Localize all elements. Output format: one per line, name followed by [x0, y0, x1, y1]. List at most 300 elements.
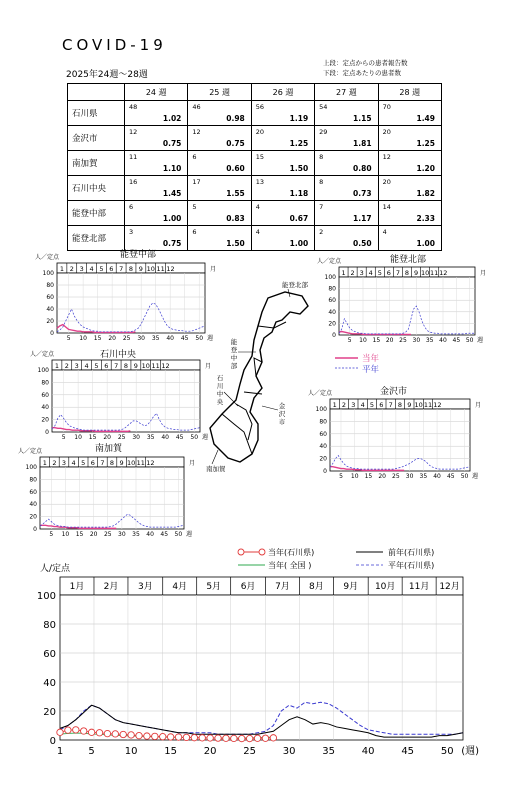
report-count: 17 — [192, 178, 201, 186]
per-sentinel-rate: 1.18 — [289, 189, 309, 198]
region-chart-minami_kaga — [18, 442, 195, 538]
x-tick-label: 30 — [405, 473, 414, 480]
plot-frame — [330, 409, 470, 471]
y-unit-label: 人／定点 — [317, 258, 342, 265]
x-tick-label: 30 — [412, 337, 421, 344]
month-label: 4 — [360, 401, 365, 409]
month-label: 8 — [404, 269, 410, 277]
current-year-point — [57, 729, 63, 735]
month-label: 6 — [90, 459, 95, 467]
plot-frame — [60, 595, 463, 740]
month-label: 8 — [128, 265, 134, 273]
month-label: 6月 — [240, 582, 256, 592]
per-sentinel-rate: 1.19 — [289, 114, 309, 123]
month-unit-label: 月 — [475, 402, 482, 409]
month-label: 3月 — [137, 582, 153, 592]
current-year-point — [191, 734, 197, 740]
per-sentinel-rate: 1.45 — [162, 189, 182, 198]
report-count: 20 — [382, 178, 391, 186]
region-chart-title: 石川中央 — [100, 350, 137, 360]
x-tick-label: 40 — [161, 434, 169, 441]
report-count: 54 — [319, 103, 328, 111]
x-unit-label: 週 — [472, 473, 479, 480]
map-label-noto-hokubu: 能登北部 — [282, 281, 308, 289]
x-tick-label: 35 — [425, 337, 434, 344]
x-tick-label: 25 — [243, 746, 257, 757]
x-tick-label: 5 — [66, 335, 71, 342]
month-label: 5 — [99, 265, 104, 273]
x-tick-label: 45 — [446, 473, 455, 480]
y-unit-label: 人／定点 — [30, 351, 55, 358]
month-label: 7 — [119, 265, 124, 273]
per-sentinel-rate: 1.15 — [353, 114, 372, 123]
report-count: 56 — [255, 103, 265, 111]
per-sentinel-rate: 1.50 — [289, 164, 309, 173]
report-count: 5 — [192, 203, 197, 211]
y-tick-label: 80 — [41, 379, 49, 387]
month-label: 11 — [430, 269, 439, 277]
x-tick-label: 50 — [440, 746, 454, 757]
current-year-point — [175, 734, 181, 740]
x-tick-label: 25 — [399, 337, 407, 344]
per-sentinel-rate: 1.81 — [353, 139, 372, 148]
y-tick-label: 60 — [46, 294, 54, 301]
month-label: 12 — [433, 401, 442, 409]
map-label-noto-chubu: 登 — [230, 346, 238, 354]
x-tick-label: 40 — [166, 335, 174, 342]
report-count: 6 — [192, 153, 197, 161]
y-unit-label: 人／定点 — [308, 390, 333, 397]
y-tick-label: 100 — [324, 274, 336, 281]
week-header: 25 週 — [188, 84, 251, 101]
month-label: 11 — [136, 459, 145, 467]
y-tick-label: 40 — [328, 308, 336, 316]
month-label: 9 — [413, 269, 419, 277]
month-label: 1 — [54, 362, 60, 370]
x-tick-label: 15 — [364, 473, 373, 480]
month-label: 2 — [341, 401, 347, 409]
x-tick-label: 35 — [151, 335, 160, 342]
month-label: 3 — [351, 401, 356, 409]
month-label: 1 — [42, 459, 47, 467]
month-unit-label: 月 — [205, 363, 212, 370]
region-name: 能登北部 — [68, 226, 125, 251]
current-year-point — [96, 730, 102, 736]
x-tick-label: 20 — [378, 473, 386, 480]
month-label: 11 — [156, 265, 165, 273]
x-tick-label: 10 — [79, 335, 87, 342]
legend-marker — [238, 549, 244, 555]
month-label: 4 — [71, 459, 76, 467]
map-label-kanazawa: 沢 — [278, 410, 286, 418]
x-tick-label: 35 — [322, 746, 336, 757]
current-year-point — [81, 728, 87, 734]
x-tick-label: 20 — [385, 337, 394, 344]
month-label: 2 — [350, 269, 355, 277]
current-year-point — [144, 733, 150, 739]
month-unit-label: 月 — [210, 266, 217, 273]
leader-line — [262, 406, 278, 410]
month-label: 10 — [420, 269, 430, 277]
month-label: 11 — [151, 362, 160, 370]
legend-prev-label: 前年(石川県) — [388, 548, 435, 557]
x-tick-label: 40 — [433, 473, 441, 480]
month-label: 2 — [64, 362, 69, 370]
x-tick-label: 20 — [108, 335, 116, 342]
current-year-point — [152, 733, 158, 739]
map-label-noto-chubu: 部 — [230, 362, 238, 370]
x-tick-label: 45 — [160, 531, 169, 538]
month-label: 11 — [423, 401, 433, 409]
month-label: 1月 — [69, 582, 85, 592]
month-label: 2 — [52, 459, 57, 467]
week-header: 27 週 — [315, 84, 378, 101]
y-tick-label: 80 — [29, 476, 37, 484]
report-count: 8 — [319, 178, 324, 186]
x-tick-label: 30 — [132, 434, 140, 441]
per-sentinel-rate: 1.02 — [162, 114, 182, 123]
month-label: 7 — [114, 362, 119, 370]
region-chart-title: 能登北部 — [390, 255, 427, 265]
report-count: 29 — [319, 128, 328, 136]
y-tick-label: 20 — [328, 320, 336, 328]
month-label: 10 — [127, 459, 136, 467]
per-sentinel-rate: 0.98 — [226, 114, 245, 123]
month-label: 12 — [166, 265, 175, 273]
per-sentinel-rate: 1.25 — [416, 139, 435, 148]
legend-current-label: 当年 — [362, 354, 380, 364]
x-tick-label: 50 — [190, 434, 199, 441]
week-header: 24 週 — [125, 84, 188, 101]
month-label: 4 — [84, 362, 89, 370]
x-tick-label: 50 — [174, 531, 183, 538]
month-label: 5月 — [206, 582, 222, 592]
region-name: 石川中央 — [68, 176, 125, 201]
month-label: 5 — [81, 459, 86, 467]
region-chart-title: 金沢市 — [380, 387, 408, 397]
month-label: 6 — [104, 362, 109, 370]
prefecture-outline — [210, 292, 308, 462]
y-tick-label: 60 — [319, 430, 327, 438]
month-label: 10 — [141, 362, 150, 370]
x-tick-label: 25 — [392, 473, 400, 480]
x-tick-label: 35 — [132, 531, 140, 538]
map-label-noto-chubu: 中 — [230, 354, 238, 362]
note-line1: 上段：定点からの患者報告数 — [323, 59, 408, 67]
per-sentinel-rate: 1.50 — [226, 239, 245, 248]
y-unit-label: 人／定点 — [18, 448, 43, 455]
per-sentinel-rate: 1.49 — [416, 114, 435, 123]
x-unit-label: 週 — [477, 337, 484, 344]
month-label: 4 — [368, 269, 373, 277]
plot-frame — [52, 370, 200, 432]
x-tick-label: 5 — [347, 337, 352, 344]
current-year-point — [128, 732, 134, 738]
current-year-point — [246, 735, 252, 741]
month-label: 5 — [94, 362, 99, 370]
map-label-ishikawa-chuo: 央 — [216, 398, 224, 406]
main-chart — [37, 547, 479, 757]
report-count: 11 — [129, 153, 138, 161]
y-tick-label: 0 — [45, 429, 49, 436]
x-tick-label: 5 — [88, 746, 95, 757]
map-label-noto-chubu: 能 — [230, 338, 238, 346]
y-tick-label: 20 — [46, 318, 54, 325]
y-tick-label: 100 — [42, 270, 54, 277]
x-unit-label: (週) — [461, 746, 480, 757]
x-tick-label: 15 — [164, 746, 177, 757]
current-year-point — [223, 735, 229, 741]
y-tick-label: 0 — [323, 468, 327, 475]
current-year-point — [73, 727, 79, 733]
x-tick-label: 35 — [146, 434, 155, 441]
plot-frame — [57, 273, 205, 333]
map-label-minami-kaga: 南加賀 — [206, 465, 226, 473]
month-label: 5 — [369, 401, 375, 409]
current-year-point — [112, 731, 118, 737]
per-sentinel-rate: 1.00 — [416, 239, 435, 248]
month-label: 3 — [74, 362, 79, 370]
month-label: 9 — [407, 401, 412, 409]
month-label: 12月 — [439, 582, 460, 592]
x-tick-label: 5 — [339, 473, 343, 480]
per-sentinel-rate: 1.55 — [226, 189, 245, 198]
month-unit-label: 月 — [480, 270, 487, 277]
x-tick-label: 30 — [282, 746, 296, 757]
current-year-point — [167, 734, 173, 740]
x-unit-label: 週 — [186, 531, 193, 538]
x-tick-label: 25 — [122, 335, 131, 342]
x-tick-label: 10 — [350, 473, 359, 480]
week-header: 26 週 — [251, 84, 314, 101]
y-tick-label: 60 — [41, 391, 49, 399]
x-tick-label: 10 — [359, 337, 367, 344]
per-sentinel-rate: 0.60 — [226, 164, 245, 173]
x-tick-label: 5 — [61, 434, 66, 441]
month-unit-label: 月 — [189, 460, 196, 467]
month-label: 12 — [146, 459, 155, 467]
per-sentinel-rate: 0.73 — [353, 189, 372, 198]
per-sentinel-rate: 0.75 — [226, 139, 245, 148]
y-tick-label: 20 — [43, 707, 56, 718]
per-sentinel-rate: 0.75 — [162, 139, 182, 148]
y-tick-label: 80 — [46, 282, 54, 289]
per-sentinel-rate: 1.10 — [162, 164, 182, 173]
month-label: 9月 — [343, 582, 359, 592]
month-label: 3 — [61, 459, 67, 467]
y-tick-label: 100 — [37, 367, 49, 374]
y-tick-label: 0 — [50, 330, 54, 337]
month-label: 6 — [109, 265, 114, 273]
x-tick-label: 10 — [61, 531, 70, 538]
report-count: 4 — [255, 228, 260, 236]
month-label: 10 — [146, 265, 155, 273]
per-sentinel-rate: 1.00 — [289, 239, 309, 248]
y-tick-label: 40 — [46, 306, 54, 313]
x-tick-label: 40 — [361, 746, 375, 757]
per-sentinel-rate: 0.83 — [226, 214, 245, 223]
current-year-point — [199, 735, 205, 741]
report-count: 4 — [382, 228, 387, 236]
month-label: 6 — [379, 401, 384, 409]
per-sentinel-rate: 1.20 — [416, 164, 435, 173]
region-name: 金沢市 — [68, 126, 125, 151]
y-tick-label: 0 — [332, 332, 336, 339]
x-tick-label: 45 — [175, 434, 184, 441]
legend-main-normal-label: 平年(石川県) — [388, 561, 435, 570]
month-label: 9 — [138, 265, 143, 273]
map-label-kanazawa: 市 — [278, 418, 286, 426]
x-tick-label: 5 — [49, 531, 54, 538]
region-name: 石川県 — [68, 101, 125, 126]
report-count: 6 — [129, 203, 134, 211]
report-count: 6 — [192, 228, 197, 236]
y-tick-label: 0 — [33, 526, 37, 533]
per-sentinel-rate: 0.75 — [162, 239, 182, 248]
current-year-point — [231, 735, 237, 741]
x-tick-label: 35 — [419, 473, 428, 480]
x-tick-label: 30 — [137, 335, 145, 342]
x-tick-label: 20 — [89, 531, 98, 538]
map-label-ishikawa-chuo: 石 — [216, 374, 224, 382]
report-count: 20 — [255, 128, 265, 136]
x-tick-label: 50 — [465, 337, 474, 344]
month-label: 2月 — [103, 582, 119, 592]
per-sentinel-rate: 1.00 — [162, 214, 182, 223]
month-label: 12 — [161, 362, 170, 370]
y-tick-label: 40 — [43, 678, 56, 689]
month-label: 8 — [109, 459, 115, 467]
leader-line — [212, 450, 218, 464]
per-sentinel-rate: 1.82 — [416, 189, 435, 198]
week-header: 28 週 — [378, 84, 441, 101]
month-label: 4 — [89, 265, 94, 273]
report-count: 13 — [255, 178, 265, 186]
x-tick-label: 1 — [56, 746, 64, 757]
per-sentinel-rate: 1.25 — [289, 139, 309, 148]
current-year-point — [254, 735, 260, 741]
report-count: 2 — [319, 228, 324, 236]
month-label: 10月 — [374, 582, 396, 592]
report-count: 20 — [382, 128, 391, 136]
y-tick-label: 60 — [29, 488, 37, 496]
month-label: 7 — [395, 269, 401, 277]
y-tick-label: 80 — [43, 620, 56, 631]
y-tick-label: 40 — [29, 501, 37, 509]
report-count: 4 — [255, 203, 260, 211]
current-year-point — [215, 735, 221, 741]
x-tick-label: 25 — [117, 434, 126, 441]
month-label: 5 — [377, 269, 382, 277]
month-label: 7月 — [275, 582, 290, 592]
legend-marker — [259, 549, 265, 555]
month-label: 11月 — [408, 582, 430, 592]
x-tick-label: 40 — [146, 531, 154, 538]
region-chart-title: 南加賀 — [95, 444, 123, 454]
y-tick-label: 40 — [41, 404, 49, 412]
y-tick-label: 20 — [41, 416, 49, 424]
month-label: 7 — [100, 459, 105, 467]
region-name: 南加賀 — [68, 151, 125, 176]
report-count: 7 — [319, 203, 324, 211]
x-tick-label: 25 — [103, 531, 112, 538]
plot-frame — [339, 277, 475, 335]
x-tick-label: 30 — [118, 531, 126, 538]
y-unit-label: 人／定点 — [35, 254, 60, 261]
current-year-point — [262, 735, 268, 741]
report-count: 12 — [192, 128, 201, 136]
report-count: 70 — [382, 103, 391, 111]
period-label: 2025年24週～28週 — [66, 70, 148, 80]
y-tick-label: 60 — [328, 297, 336, 305]
month-label: 3 — [359, 269, 364, 277]
month-header — [60, 577, 463, 595]
x-unit-label: 週 — [202, 434, 209, 441]
report-count: 3 — [129, 228, 134, 236]
y-tick-label: 80 — [328, 285, 336, 293]
y-tick-label: 100 — [25, 464, 37, 471]
x-tick-label: 50 — [195, 335, 204, 342]
legend-national-label: 当年( 全国 ) — [268, 561, 312, 570]
x-tick-label: 10 — [124, 746, 138, 757]
report-count: 16 — [129, 178, 138, 186]
page-title: COVID-19 — [62, 36, 167, 54]
per-sentinel-rate: 1.17 — [353, 214, 372, 223]
month-label: 8 — [123, 362, 129, 370]
report-count: 12 — [129, 128, 138, 136]
report-count: 48 — [129, 103, 138, 111]
map-label-ishikawa-chuo: 川 — [216, 382, 224, 390]
y-tick-label: 20 — [319, 455, 327, 463]
x-tick-label: 15 — [88, 434, 97, 441]
report-count: 15 — [255, 153, 265, 161]
map-label-kanazawa: 金 — [278, 402, 286, 410]
month-label: 2 — [69, 265, 74, 273]
legend-main-current-label: 当年(石川県) — [268, 548, 315, 557]
x-tick-label: 40 — [439, 337, 447, 344]
current-year-point — [104, 730, 110, 736]
y-tick-label: 0 — [49, 736, 56, 747]
region-chart-ishikawa_chuo — [30, 348, 211, 441]
x-tick-label: 20 — [203, 746, 217, 757]
x-tick-label: 15 — [372, 337, 381, 344]
month-label: 1 — [332, 401, 337, 409]
per-sentinel-rate: 0.50 — [353, 239, 372, 248]
x-tick-label: 20 — [103, 434, 111, 441]
plot-frame — [40, 467, 184, 529]
month-label: 6 — [386, 269, 391, 277]
region-name: 能登中部 — [68, 201, 125, 226]
x-tick-label: 45 — [401, 746, 415, 757]
current-year-point — [65, 727, 71, 733]
per-sentinel-rate: 0.67 — [289, 214, 309, 223]
x-tick-label: 45 — [180, 335, 189, 342]
current-year-point — [207, 735, 213, 741]
map-label-ishikawa-chuo: 中 — [216, 390, 224, 398]
y-tick-label: 40 — [319, 443, 327, 451]
x-tick-label: 15 — [75, 531, 84, 538]
y-tick-label: 60 — [43, 649, 56, 660]
month-label: 8 — [397, 401, 403, 409]
region-chart-noto_chubu — [35, 248, 216, 342]
report-count: 14 — [382, 203, 391, 211]
month-label: 1 — [59, 265, 65, 273]
per-sentinel-rate: 2.33 — [416, 214, 435, 223]
x-tick-label: 10 — [74, 434, 82, 441]
month-label: 9 — [133, 362, 138, 370]
current-year-point — [136, 732, 142, 738]
x-tick-label: 15 — [93, 335, 102, 342]
